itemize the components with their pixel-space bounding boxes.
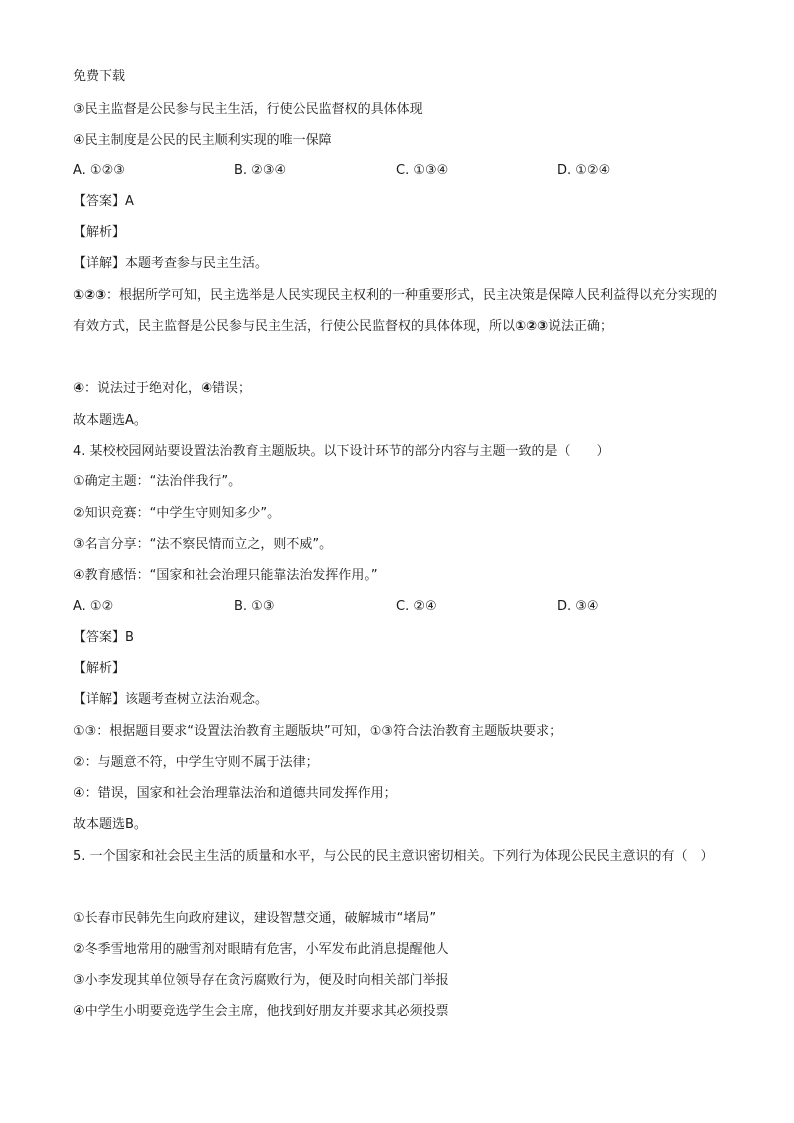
q5-item-4: ④中学生小明要竞选学生会主席，他找到好朋友并要求其必须投票 — [73, 1004, 449, 1019]
q3-option-b: B. ②③④ — [234, 163, 287, 178]
q3-exp1-text: ：根据所学可知，民主选举是人民实现民主权利的一种重要形式，民主决策是保障人民利益得以充分实现的有效方式，民主监督是公民参与民主生活，行使公民监督权的具体体现，所以 — [73, 288, 718, 334]
q3-exp2-text: ：说法过于绝对化， — [84, 381, 202, 396]
q3-detail: 【详解】本题考查参与民主生活。 — [73, 256, 269, 271]
q4-conclusion: 故本题选B。 — [73, 817, 147, 832]
q5-item-2: ②冬季雪地常用的融雪剂对眼睛有危害，小军发布此消息提醒他人 — [73, 942, 449, 957]
q5-item-3: ③小李发现其单位领导存在贪污腐败行为，便及时向相关部门举报 — [73, 973, 449, 988]
q4-explanation-2: ②：与题意不符，中学生守则不属于法律； — [73, 755, 319, 770]
q3-item-3: ③民主监督是公民参与民主生活，行使公民监督权的具体体现 — [73, 102, 423, 117]
q4-answer: 【答案】B — [73, 630, 134, 645]
q3-conclusion: 故本题选A。 — [73, 413, 147, 428]
q3-exp2-mid: ④ — [201, 381, 213, 396]
q3-exp2-prefix: ④ — [73, 381, 85, 396]
q3-item-4: ④民主制度是公民的民主顺利实现的唯一保障 — [73, 133, 332, 148]
page-header: 免费下载 — [73, 69, 126, 84]
q3-option-d: D. ①②④ — [557, 163, 611, 178]
q5-stem: 5. 一个国家和社会民主生活的质量和水平，与公民的民主意识密切相关。下列行为体现公民民主意识的有（ ） — [73, 849, 714, 864]
q4-option-b: B. ①③ — [234, 599, 275, 614]
q4-detail: 【详解】该题考查树立法治观念。 — [73, 692, 269, 707]
q4-option-d: D. ③④ — [557, 599, 599, 614]
q4-explanation-3: ④：错误，国家和社会治理靠法治和道德共同发挥作用； — [73, 786, 397, 801]
q5-item-1: ①长春市民韩先生向政府建议，建设智慧交通，破解城市“堵局” — [73, 911, 437, 926]
q3-exp1-prefix: ①②③ — [73, 288, 107, 303]
q4-item-2: ②知识竞赛：“中学生守则知多少”。 — [73, 506, 281, 521]
q3-analysis-label: 【解析】 — [73, 225, 126, 240]
q3-option-a: A. ①②③ — [73, 163, 125, 178]
q3-exp1-mid: ①②③ — [515, 319, 549, 334]
q4-item-1: ①确定主题：“法治伴我行”。 — [73, 474, 242, 489]
q3-option-c: C. ①③④ — [396, 163, 449, 178]
q3-exp1-end: 说法正确； — [548, 319, 614, 334]
q4-option-a: A. ①② — [73, 599, 114, 614]
q3-exp2-end: 错误； — [212, 381, 252, 396]
q4-option-c: C. ②④ — [396, 599, 437, 614]
q3-answer: 【答案】A — [73, 194, 134, 209]
q4-stem: 4. 某校校园网站要设置法治教育主题版块。以下设计环节的部分内容与主题一致的是（ ） — [73, 444, 610, 459]
q4-item-4: ④教育感悟：“国家和社会治理只能靠法治发挥作用。” — [73, 568, 378, 583]
q4-item-3: ③名言分享：“法不察民情而立之，则不威”。 — [73, 537, 333, 552]
q4-analysis-label: 【解析】 — [73, 661, 126, 676]
q4-explanation-1: ①③：根据题目要求“设置法治教育主题版块”可知，①③符合法治教育主题版块要求； — [73, 724, 563, 739]
q3-explanation-1 — [73, 280, 721, 342]
q3-explanation-2 — [73, 379, 251, 399]
